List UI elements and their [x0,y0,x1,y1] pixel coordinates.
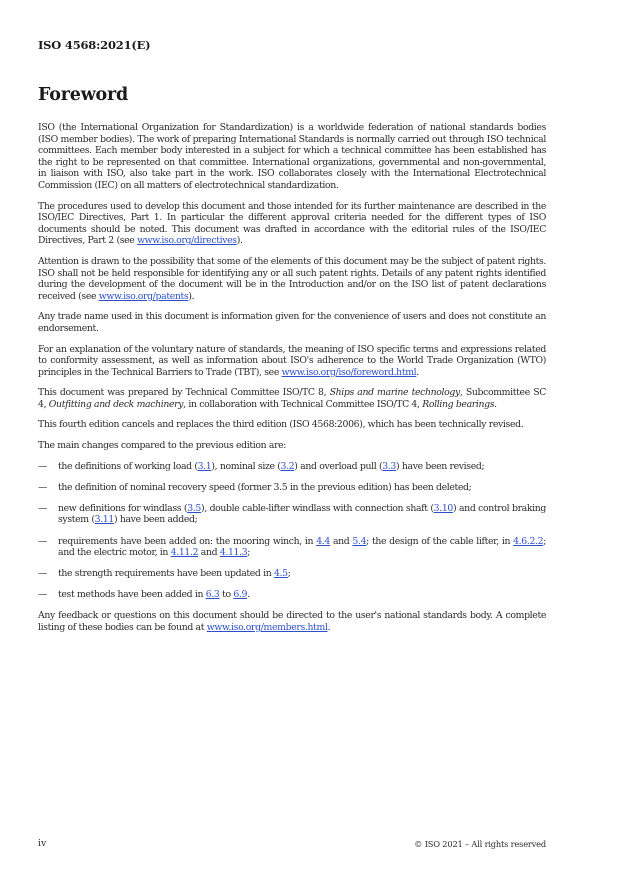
dash-bullet: — [38,568,47,580]
link-3-3[interactable]: 3.3 [382,460,396,472]
link-4-6-2-2[interactable]: 4.6.2.2 [513,535,544,547]
paragraph-trade-name: Any trade name used in this document is information given for the convenience of users and does not constitute an endorsement. [38,311,546,334]
foreword-body [38,122,546,643]
list-item: — the strength requirements have been updated in 4.5; [38,568,291,580]
dash-bullet: — [38,535,47,547]
dash-bullet: — [38,502,47,514]
paragraph-committee: This document was prepared by Technical Committee ISO/TC 8, Ships and marine technology, Subcommittee SC 4, Outfitting and deck machinery, in collaboration with Technical Committee ISO/TC 4, Rolling bearings. [38,387,546,410]
link-3-10[interactable]: 3.10 [433,502,453,514]
page-title: Foreword [38,85,129,105]
page-number: iv [38,838,47,849]
list-item: — requirements have been added on: the mooring winch, in 4.4 and 5.4; the design of the cable lifter, in 4.6.2.2; and the electric motor, in 4.11.2 and 4.11.3; [38,535,546,559]
link-4-11-2[interactable]: 4.11.2 [170,547,199,559]
paragraph-voluntary-nature: For an explanation of the voluntary nature of standards, the meaning of ISO specific terms and expressions related to conformity assessment, as well as information about ISO's adherence to the World Trade Organization (WTO) principles in the Technical Barriers to Trade (TBT), see www.iso.org/iso/foreword.html. [38,343,546,378]
link-members[interactable]: www.iso.org/members.html [206,622,328,633]
link-3-1[interactable]: 3.1 [197,460,212,472]
link-3-2[interactable]: 3.2 [280,460,295,472]
paragraph-feedback: Any feedback or questions on this document should be directed to the user's national standards body. A complete listing of these bodies can be found at www.iso.org/members.html. [38,610,546,633]
list-item: — the definition of nominal recovery speed (former 3.5 in the previous edition) has been deleted; [38,481,472,493]
paragraph-patents: Attention is drawn to the possibility that some of the elements of this document may be the subject of patent rights. ISO shall not be held responsible for identifying any or all such patent rights. Details of any patent rights identified during the development of the document will be in the Introduction and/or on the ISO list of patent declarations received (see www.iso.org/patents). [38,255,546,302]
link-3-5[interactable]: 3.5 [187,502,201,514]
dash-bullet: — [38,589,47,601]
link-4-5[interactable]: 4.5 [274,568,288,580]
link-4-11-3[interactable]: 4.11.3 [219,547,248,559]
changes-list [38,461,546,601]
link-5-4[interactable]: 5.4 [352,535,367,547]
link-6-3[interactable]: 6.3 [205,589,220,601]
paragraph-edition: This fourth edition cancels and replaces the third edition (ISO 4568:2006), which has been technically revised. [38,419,524,431]
paragraph-iso-intro: ISO (the International Organization for Standardization) is a worldwide federation of national standards bodies (ISO member bodies). The work of preparing International Standards is normally carried out through ISO technical committees. Each member body interested in a subject for which a technical committee has been established has the right to be represented on that committee. International organizations, governmental and non-governmental, in liaison with ISO, also take part in the work. ISO collaborates closely with the International Electrotechnical Commission (IEC) on all matters of electrotechnical standardization. [38,122,546,191]
paragraph-main-changes: The main changes compared to the previous edition are: [38,440,287,452]
link-6-9[interactable]: 6.9 [233,589,248,601]
link-foreword[interactable]: www.iso.org/iso/foreword.html [281,366,417,378]
dash-bullet: — [38,481,47,493]
list-item: — the definitions of working load (3.1), nominal size (3.2) and overload pull (3.3) have been revised; [38,460,485,472]
paragraph-procedures: The procedures used to develop this document and those intended for its further maintenance are described in the ISO/IEC Directives, Part 1. In particular the different approval criteria needed for the different types of ISO documents should be noted. This document was drafted in accordance with the editorial rules of the ISO/IEC Directives, Part 2 (see www.iso.org/directives). [38,200,546,247]
list-item: — new definitions for windlass (3.5), double cable-lifter windlass with connection shaft (3.10) and control braking system (3.11) have been added; [38,502,547,526]
dash-bullet: — [38,460,47,472]
document-id-header: ISO 4568:2021(E) [38,38,151,52]
link-patents[interactable]: www.iso.org/patents [98,290,189,302]
link-4-4[interactable]: 4.4 [316,535,330,547]
link-directives[interactable]: www.iso.org/directives [137,235,237,247]
copyright-notice: © ISO 2021 – All rights reserved [414,839,546,849]
list-item: — test methods have been added in 6.3 to 6.9. [38,589,250,601]
link-3-11[interactable]: 3.11 [94,514,114,526]
